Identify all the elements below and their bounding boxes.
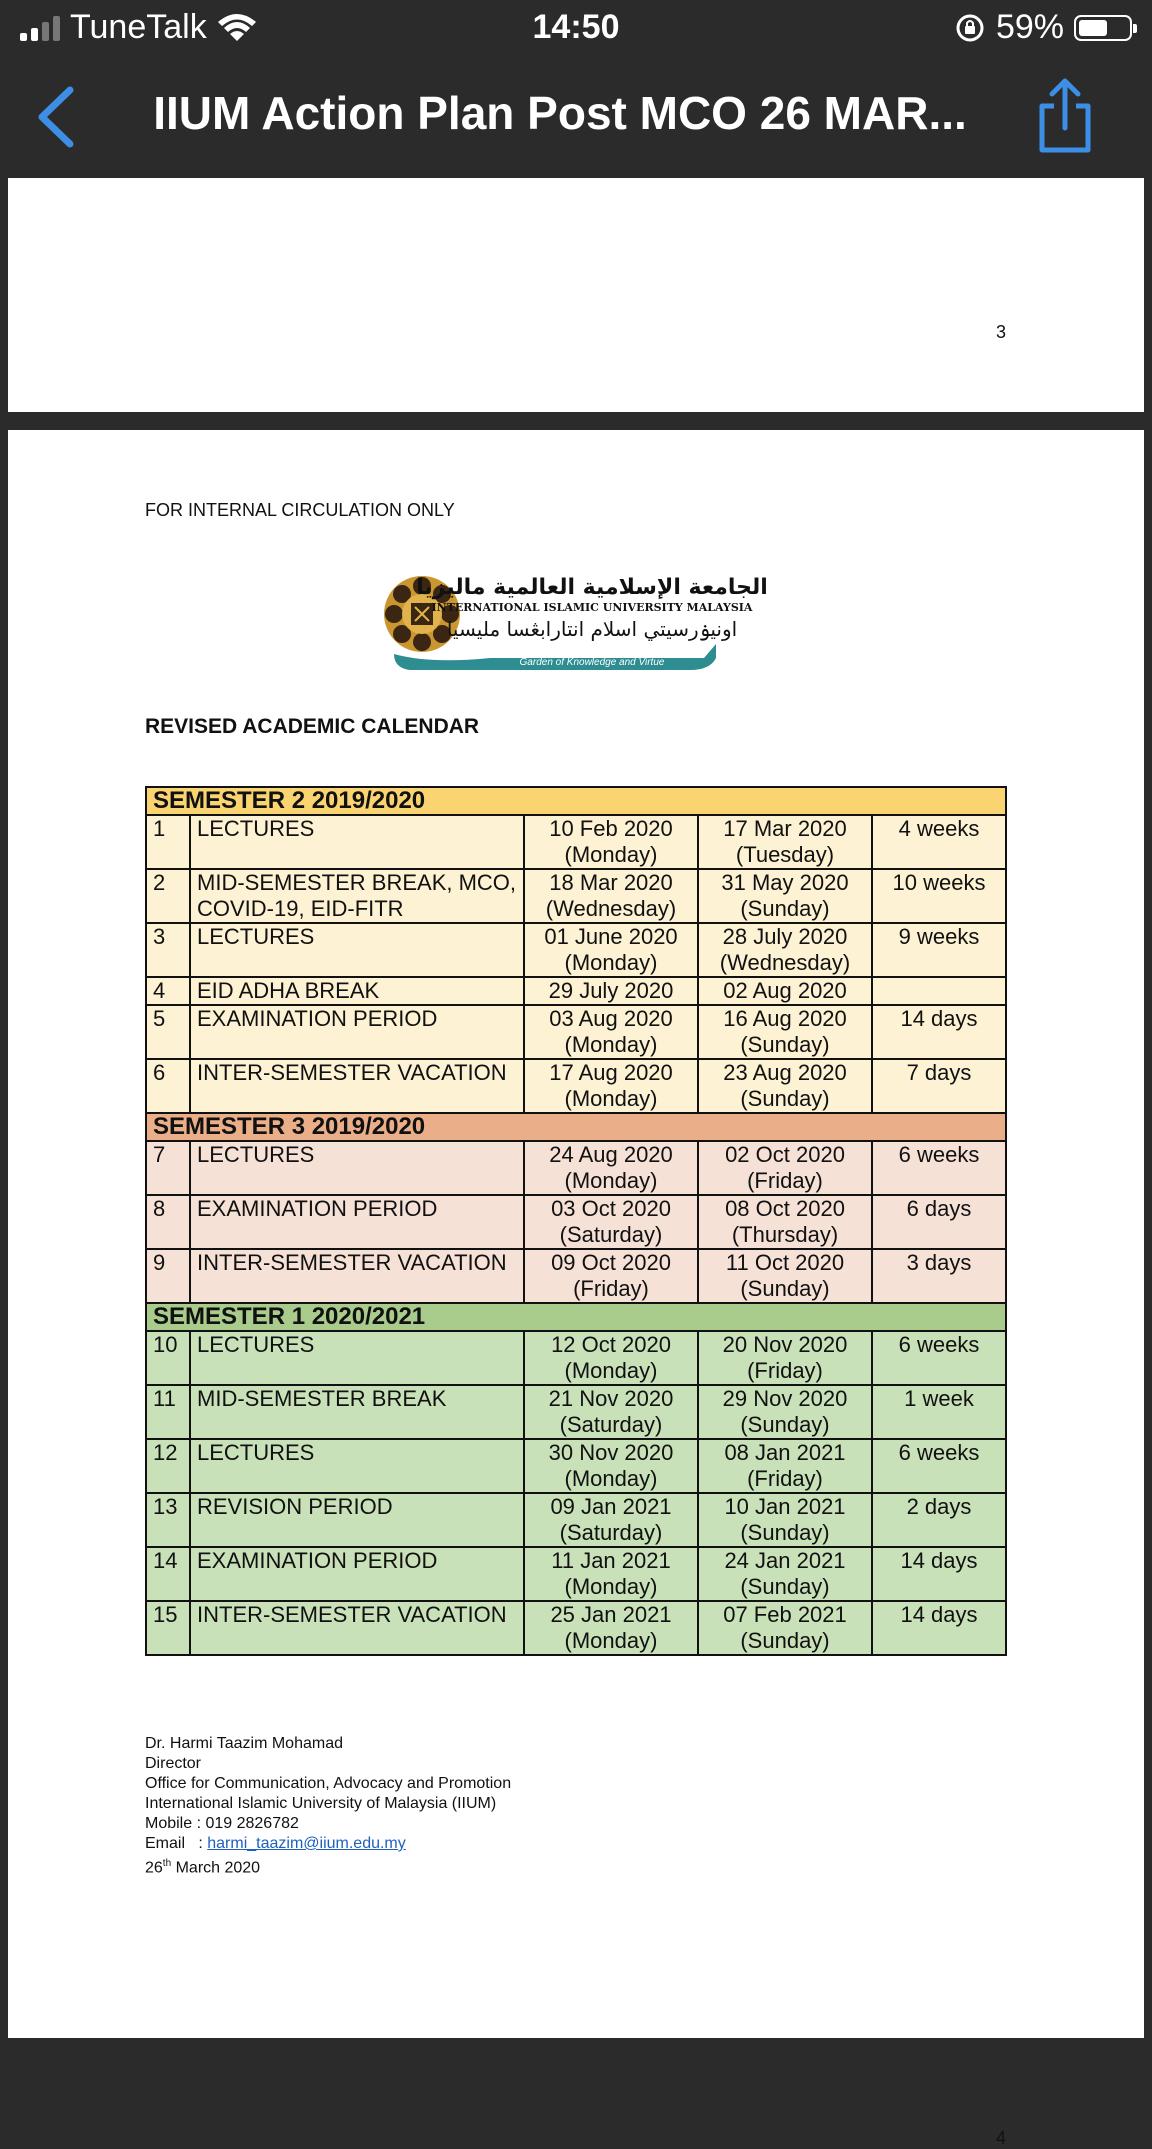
start-date-start-day: (Friday) — [573, 1276, 649, 1301]
duration — [872, 869, 1006, 923]
start-date — [524, 815, 698, 869]
end-date — [698, 1059, 872, 1113]
duration-duration: 6 weeks — [898, 1440, 980, 1465]
row-number — [146, 1059, 190, 1113]
end-date — [698, 1547, 872, 1601]
pdf-viewer[interactable] — [0, 178, 1152, 2148]
end-date — [698, 1141, 872, 1195]
email-link[interactable]: harmi_taazim@iium.edu.my — [207, 1835, 406, 1852]
logo-jawi-name: اونيۏرسيتي اسلام انتارابڠسا مليسيا — [446, 617, 738, 641]
row-number — [146, 815, 190, 869]
activity-activity: INTER-SEMESTER VACATION — [197, 1060, 507, 1085]
logo-tagline: Garden of Knowledge and Virtue — [519, 657, 665, 668]
end-date — [698, 1331, 872, 1385]
row-number-no: 11 — [153, 1386, 176, 1411]
start-date-start-day: (Saturday) — [559, 1222, 663, 1247]
end-date-end-day: (Sunday) — [740, 1276, 830, 1301]
start-date-start-day: (Monday) — [564, 950, 658, 975]
start-date-start-day: (Monday) — [564, 1032, 658, 1057]
duration-duration: 6 weeks — [898, 1142, 980, 1167]
activity-activity: LECTURES — [197, 816, 315, 841]
date-day: 26 — [145, 1859, 163, 1877]
duration — [872, 1005, 1006, 1059]
date-suffix: th — [162, 1858, 172, 1869]
semester-name: SEMESTER 2 2019/2020 — [146, 787, 1006, 815]
duration-duration — [879, 978, 999, 1004]
end-date-end-day: (Sunday) — [740, 1032, 830, 1057]
calendar-row — [146, 1059, 1006, 1113]
start-date-start-day: (Monday) — [564, 1168, 658, 1193]
row-number — [146, 1005, 190, 1059]
activity — [190, 1195, 524, 1249]
duration — [872, 923, 1006, 977]
calendar-row — [146, 1331, 1006, 1385]
activity-activity: EID ADHA BREAK — [197, 978, 380, 1003]
activity — [190, 1547, 524, 1601]
end-date-end-day: (Sunday) — [740, 1574, 830, 1599]
end-date-end: 07 Feb 2021 — [723, 1602, 847, 1627]
end-date-end-day: (Tuesday) — [735, 842, 835, 867]
row-number-no: 8 — [153, 1196, 166, 1221]
duration — [872, 977, 1006, 1005]
signatory-position: Director — [145, 1755, 202, 1772]
end-date-end: 17 Mar 2020 — [723, 816, 847, 841]
start-date-start: 03 Oct 2020 — [551, 1196, 671, 1221]
end-date-end-day: (Sunday) — [740, 1086, 830, 1111]
row-number — [146, 1547, 190, 1601]
end-date-end: 23 Aug 2020 — [723, 1060, 847, 1085]
activity — [190, 1059, 524, 1113]
back-chevron-icon[interactable] — [28, 82, 88, 152]
activity-activity: LECTURES — [197, 1142, 315, 1167]
end-date-end: 11 Oct 2020 — [725, 1250, 845, 1275]
duration-duration: 14 days — [900, 1602, 978, 1627]
row-number — [146, 1385, 190, 1439]
semester-name: SEMESTER 3 2019/2020 — [146, 1113, 1006, 1141]
battery-icon — [1074, 15, 1132, 41]
end-date-end: 02 Oct 2020 — [725, 1142, 845, 1167]
start-date — [524, 1195, 698, 1249]
start-date-start: 09 Oct 2020 — [551, 1250, 671, 1275]
signatory-university: International Islamic University of Malaysia (IIUM) — [145, 1795, 497, 1812]
end-date-end: 28 July 2020 — [722, 924, 848, 949]
calendar-row — [146, 815, 1006, 869]
end-date-end: 24 Jan 2021 — [724, 1548, 846, 1573]
end-date — [698, 1195, 872, 1249]
duration-duration: 6 weeks — [898, 1332, 980, 1357]
start-date-start-day: (Monday) — [564, 1358, 658, 1383]
duration-duration: 7 days — [906, 1060, 972, 1085]
start-date — [524, 869, 698, 923]
start-date — [524, 1439, 698, 1493]
start-date-start-day: (Monday) — [564, 1086, 658, 1111]
duration — [872, 1547, 1006, 1601]
status-right — [954, 8, 1132, 47]
start-date-start: 10 Feb 2020 — [549, 816, 673, 841]
end-date — [698, 1493, 872, 1547]
end-date-end: 10 Jan 2021 — [724, 1494, 846, 1519]
end-date — [698, 869, 872, 923]
activity — [190, 1005, 524, 1059]
calendar-row — [146, 923, 1006, 977]
end-date-end-day: (Friday) — [747, 1358, 823, 1383]
end-date — [698, 1439, 872, 1493]
end-date-end: 16 Aug 2020 — [723, 1006, 847, 1031]
end-date-end: 29 Nov 2020 — [722, 1386, 848, 1411]
logo-arabic-name: الجامعة الإسلامية العالمية ماليزيا — [416, 575, 768, 600]
activity-activity: MID-SEMESTER BREAK, MCO, COVID-19, EID-FITR — [197, 870, 517, 921]
battery-percent: 59% — [995, 8, 1064, 46]
letter-date — [145, 1854, 511, 1878]
row-number-no: 14 — [153, 1548, 178, 1573]
row-number — [146, 1601, 190, 1655]
start-date-start: 11 Jan 2021 — [551, 1548, 671, 1573]
start-date-start: 09 Jan 2021 — [550, 1494, 672, 1519]
signature-block — [145, 1734, 511, 1878]
row-number-no: 1 — [153, 816, 166, 841]
start-date-start-day: (Saturday) — [559, 1412, 663, 1437]
end-date-end-day: (Wednesday) — [719, 950, 851, 975]
duration-duration: 1 week — [904, 1386, 974, 1411]
page-number: 3 — [996, 322, 1007, 342]
end-date-end-day: (Sunday) — [740, 1412, 830, 1437]
pdf-page-3 — [8, 178, 1144, 412]
activity-activity: EXAMINATION PERIOD — [197, 1196, 438, 1221]
calendar-row — [146, 1547, 1006, 1601]
end-date — [698, 1385, 872, 1439]
start-date-start: 17 Aug 2020 — [549, 1060, 673, 1085]
calendar-row — [146, 1005, 1006, 1059]
activity — [190, 1385, 524, 1439]
duration — [872, 1141, 1006, 1195]
row-number — [146, 977, 190, 1005]
signatory-mobile: Mobile : 019 2826782 — [145, 1815, 299, 1832]
start-date — [524, 1493, 698, 1547]
row-number-no: 7 — [153, 1142, 166, 1167]
end-date — [698, 1005, 872, 1059]
start-date-start-day: (Monday) — [564, 1574, 658, 1599]
row-number-no: 6 — [153, 1060, 166, 1085]
activity — [190, 977, 524, 1005]
end-date — [698, 977, 872, 1005]
duration-duration: 14 days — [900, 1006, 978, 1031]
row-number — [146, 1195, 190, 1249]
activity-activity: MID-SEMESTER BREAK — [197, 1386, 447, 1411]
row-number — [146, 1141, 190, 1195]
duration — [872, 1439, 1006, 1493]
activity-activity: REVISION PERIOD — [197, 1494, 393, 1519]
row-number — [146, 869, 190, 923]
calendar-row — [146, 977, 1006, 1005]
start-date — [524, 1601, 698, 1655]
start-date-start: 01 June 2020 — [544, 924, 678, 949]
start-date-start-day: (Saturday) — [559, 1520, 663, 1545]
end-date — [698, 1249, 872, 1303]
row-number — [146, 1331, 190, 1385]
end-date — [698, 923, 872, 977]
duration — [872, 815, 1006, 869]
calendar-row — [146, 1493, 1006, 1547]
start-date — [524, 1059, 698, 1113]
end-date-end-day: (Thursday) — [731, 1222, 839, 1247]
duration-duration: 2 days — [906, 1494, 972, 1519]
end-date — [698, 1601, 872, 1655]
share-icon[interactable] — [1030, 76, 1100, 156]
start-date — [524, 1141, 698, 1195]
start-date-start-day: (Monday) — [564, 842, 658, 867]
calendar-title: REVISED ACADEMIC CALENDAR — [145, 715, 480, 738]
document-title: IIUM Action Plan Post MCO 26 MAR... — [153, 87, 967, 139]
carrier-label: TuneTalk — [70, 8, 207, 46]
iium-logo — [380, 570, 768, 670]
row-number — [146, 923, 190, 977]
activity — [190, 1249, 524, 1303]
row-number-no: 10 — [153, 1332, 178, 1357]
activity — [190, 1331, 524, 1385]
signatory-name: Dr. Harmi Taazim Mohamad — [145, 1735, 343, 1752]
start-date — [524, 923, 698, 977]
start-date-start: 25 Jan 2021 — [550, 1602, 672, 1627]
calendar-row — [146, 1385, 1006, 1439]
start-date-start-day: (Monday) — [564, 1466, 658, 1491]
activity — [190, 1141, 524, 1195]
date-rest: March 2020 — [171, 1859, 261, 1877]
row-number-no: 15 — [153, 1602, 178, 1627]
activity — [190, 815, 524, 869]
calendar-row — [146, 1249, 1006, 1303]
activity-activity: EXAMINATION PERIOD — [197, 1548, 438, 1573]
academic-calendar-table — [145, 786, 1007, 1656]
duration-duration: 6 days — [906, 1196, 972, 1221]
duration-duration: 10 weeks — [892, 870, 986, 895]
duration — [872, 1601, 1006, 1655]
start-date-start: 30 Nov 2020 — [548, 1440, 674, 1465]
calendar-row — [146, 1439, 1006, 1493]
status-time: 14:50 — [532, 8, 620, 46]
end-date-end: 08 Jan 2021 — [724, 1440, 846, 1465]
activity-activity: LECTURES — [197, 1440, 315, 1465]
start-date — [524, 1331, 698, 1385]
calendar-row — [146, 869, 1006, 923]
status-bar — [0, 0, 1152, 58]
activity — [190, 1493, 524, 1547]
signatory-email-line — [145, 1834, 511, 1854]
orientation-lock-icon — [954, 12, 986, 44]
row-number-no: 13 — [153, 1494, 178, 1519]
calendar-row — [146, 1141, 1006, 1195]
duration — [872, 1493, 1006, 1547]
duration-duration: 4 weeks — [898, 816, 980, 841]
activity — [190, 923, 524, 977]
activity — [190, 1601, 524, 1655]
row-number — [146, 1249, 190, 1303]
activity-activity: LECTURES — [197, 924, 315, 949]
activity — [190, 869, 524, 923]
duration — [872, 1249, 1006, 1303]
start-date — [524, 1385, 698, 1439]
duration — [872, 1059, 1006, 1113]
calendar-row — [146, 1195, 1006, 1249]
duration-duration: 14 days — [900, 1548, 978, 1573]
start-date-start: 21 Nov 2020 — [548, 1386, 674, 1411]
row-number-no: 3 — [153, 924, 166, 949]
start-date — [524, 1249, 698, 1303]
end-date — [698, 815, 872, 869]
nav-bar — [0, 58, 1152, 178]
activity-activity: INTER-SEMESTER VACATION — [197, 1250, 507, 1275]
duration-duration: 9 weeks — [898, 924, 980, 949]
end-date-end-day: (Friday) — [747, 1466, 823, 1491]
start-date-start: 03 Aug 2020 — [549, 1006, 673, 1031]
start-date-start-day: (Wednesday) — [545, 896, 677, 921]
duration — [872, 1195, 1006, 1249]
signatory-office: Office for Communication, Advocacy and Promotion — [145, 1775, 512, 1792]
email-label: Email : — [145, 1835, 208, 1852]
row-number-no: 5 — [153, 1006, 166, 1031]
page-number: 4 — [996, 2128, 1007, 2148]
row-number-no: 4 — [153, 978, 166, 1003]
end-date-end: 20 Nov 2020 — [722, 1332, 848, 1357]
end-date-end-day: (Friday) — [747, 1168, 823, 1193]
start-date — [524, 1005, 698, 1059]
end-date-end: 02 Aug 2020 — [723, 978, 847, 1003]
semester-header — [146, 1303, 1006, 1331]
start-date — [524, 1547, 698, 1601]
row-number — [146, 1493, 190, 1547]
end-date-end: 31 May 2020 — [721, 870, 849, 895]
semester-name: SEMESTER 1 2020/2021 — [146, 1303, 1006, 1331]
duration — [872, 1331, 1006, 1385]
activity — [190, 1439, 524, 1493]
activity-activity: INTER-SEMESTER VACATION — [197, 1602, 507, 1627]
row-number-no: 9 — [153, 1250, 166, 1275]
semester-header — [146, 787, 1006, 815]
row-number-no: 2 — [153, 870, 166, 895]
logo-english-name: INTERNATIONAL ISLAMIC UNIVERSITY MALAYSIA — [431, 601, 753, 614]
duration — [872, 1385, 1006, 1439]
end-date-end: 08 Oct 2020 — [725, 1196, 845, 1221]
start-date-start-day: (Monday) — [564, 1628, 658, 1653]
semester-header — [146, 1113, 1006, 1141]
start-date-start: 29 July 2020 — [548, 978, 674, 1003]
start-date — [524, 977, 698, 1005]
duration-duration: 3 days — [906, 1250, 972, 1275]
calendar-row — [146, 1601, 1006, 1655]
end-date-end-day: (Sunday) — [740, 1628, 830, 1653]
start-date-start: 12 Oct 2020 — [551, 1332, 671, 1357]
start-date-start: 18 Mar 2020 — [549, 870, 673, 895]
row-number-no: 12 — [153, 1440, 178, 1465]
end-date-end-day: (Sunday) — [740, 1520, 830, 1545]
circulation-notice: FOR INTERNAL CIRCULATION ONLY — [145, 500, 455, 520]
pdf-page-4 — [8, 430, 1144, 2148]
activity-activity: LECTURES — [197, 1332, 315, 1357]
activity-activity: EXAMINATION PERIOD — [197, 1006, 438, 1031]
row-number — [146, 1439, 190, 1493]
start-date-start: 24 Aug 2020 — [549, 1142, 673, 1167]
end-date-end-day: (Sunday) — [740, 896, 830, 921]
